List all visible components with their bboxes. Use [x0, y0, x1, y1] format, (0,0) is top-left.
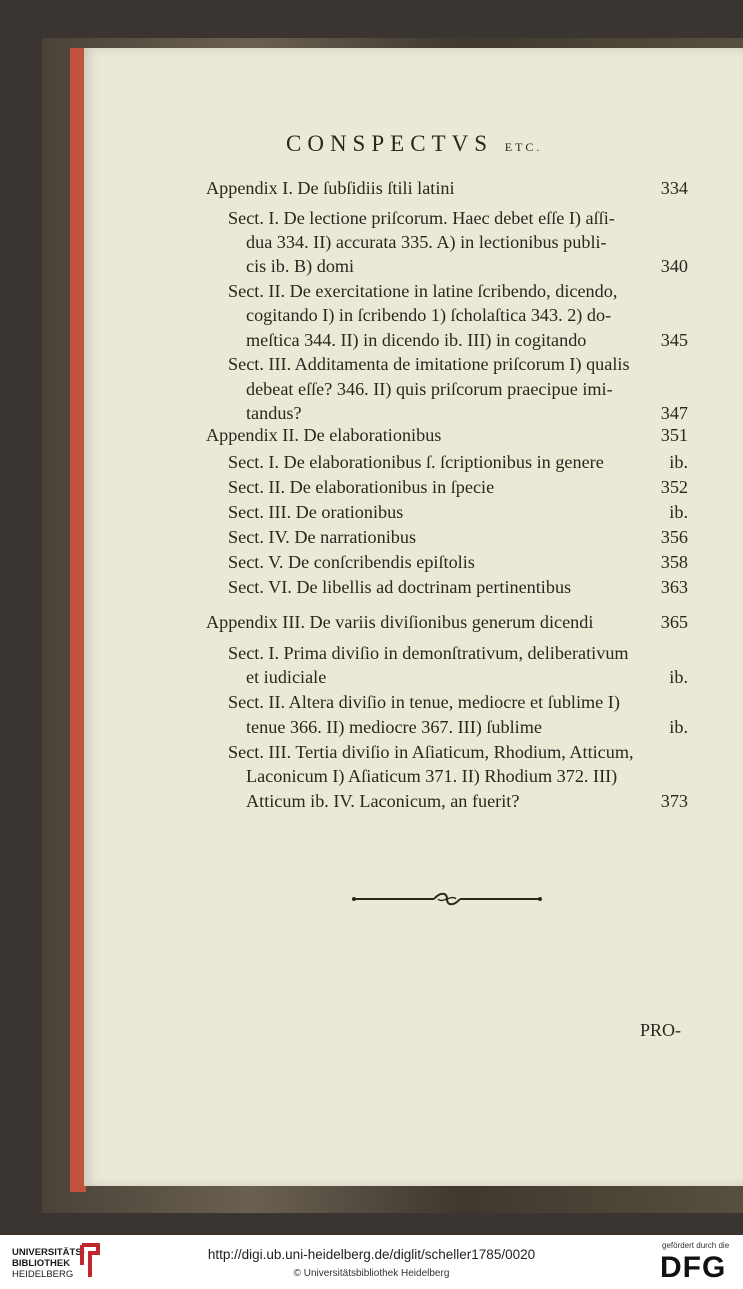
- toc-line: cogitando I) in ſcribendo 1) ſcholaſtica 343. 2) do-: [246, 305, 612, 325]
- toc-line: dua 334. II) accurata 335. A) in lectionibus publi-: [246, 232, 607, 252]
- toc-line: debeat eſſe? 346. II) quis priſcorum praecipue imi-: [246, 379, 613, 399]
- ornament-divider: [352, 892, 542, 906]
- page-title: [286, 131, 542, 157]
- toc-page-number: 340: [660, 256, 688, 276]
- toc-line: Sect. I. Prima diviſio in demonſtrativum, deliberativum: [228, 643, 629, 663]
- toc-page-number: 351: [660, 425, 688, 445]
- toc-line: tandus?: [246, 403, 302, 423]
- toc-page-number: 358: [660, 552, 688, 572]
- toc-line: Sect. I. De lectione priſcorum. Haec debet eſſe I) aſſi-: [228, 208, 615, 228]
- permalink-url[interactable]: http://digi.ub.uni-heidelberg.de/diglit/scheller1785/0020: [207, 1247, 536, 1262]
- title-main: CONSPECTVS: [286, 131, 493, 156]
- toc-line: Appendix III. De variis diviſionibus generum dicendi: [206, 612, 594, 632]
- toc-page-number: ib.: [669, 667, 688, 687]
- toc-line: meſtica 344. II) in dicendo ib. III) in cogitando: [246, 330, 587, 350]
- toc-line: Sect. II. Altera diviſio in tenue, mediocre et ſublime I): [228, 692, 620, 712]
- toc-line: Sect. II. De elaborationibus in ſpecie: [228, 477, 495, 497]
- copyright-text: © Universitätsbibliothek Heidelberg: [293, 1268, 450, 1279]
- toc-line: cis ib. B) domi: [246, 256, 355, 276]
- catchword: PRO-: [640, 1020, 682, 1040]
- toc-line: Laconicum I) Aſiaticum 371. II) Rhodium 372. III): [246, 766, 618, 786]
- toc-line: et iudiciale: [246, 667, 327, 687]
- library-name-line2: BIBLIOTHEK: [12, 1258, 71, 1269]
- toc-line: Atticum ib. IV. Laconicum, an fuerit?: [246, 791, 520, 811]
- toc-page-number: 363: [660, 577, 688, 597]
- toc-line: Sect. V. De conſcribendis epiſtolis: [228, 552, 475, 572]
- funding-caption: gefördert durch die: [662, 1241, 730, 1250]
- toc-page-number: 356: [660, 527, 688, 547]
- toc-page-number: ib.: [669, 452, 688, 472]
- toc-page-number: ib.: [669, 502, 688, 522]
- toc-line: Sect. IV. De narrationibus: [228, 527, 417, 547]
- title-suffix: ETC.: [504, 140, 543, 154]
- toc-page-number: 352: [660, 477, 688, 497]
- dfg-logo[interactable]: DFG: [660, 1251, 727, 1284]
- toc-line: Sect. II. De exercitatione in latine ſcribendo, dicendo,: [228, 281, 618, 301]
- toc-line: Sect. III. Additamenta de imitatione priſcorum I) qualis: [228, 354, 630, 374]
- library-name-line3: HEIDELBERG: [12, 1269, 74, 1280]
- toc-line: tenue 366. II) mediocre 367. III) ſublime: [246, 717, 542, 737]
- toc-line: Sect. VI. De libellis ad doctrinam pertinentibus: [228, 577, 572, 597]
- footer-bar: [0, 1235, 743, 1289]
- toc-page-number: ib.: [669, 717, 688, 737]
- toc-line: Sect. III. Tertia diviſio in Aſiaticum, Rhodium, Atticum,: [228, 742, 634, 762]
- toc-page-number: 373: [660, 791, 688, 811]
- toc-page-number: 365: [660, 612, 688, 632]
- toc-page-number: 334: [660, 178, 688, 198]
- toc-line: Sect. III. De orationibus: [228, 502, 404, 522]
- toc-page-number: 345: [660, 330, 688, 350]
- library-name-line1: UNIVERSITÄTS-: [12, 1247, 85, 1258]
- toc-line: Appendix II. De elaborationibus: [206, 425, 442, 445]
- toc-line: Sect. I. De elaborationibus ſ. ſcriptionibus in genere: [228, 452, 604, 472]
- toc-page-number: 347: [660, 403, 688, 423]
- toc-line: Appendix I. De ſubſidiis ſtili latini: [206, 178, 455, 198]
